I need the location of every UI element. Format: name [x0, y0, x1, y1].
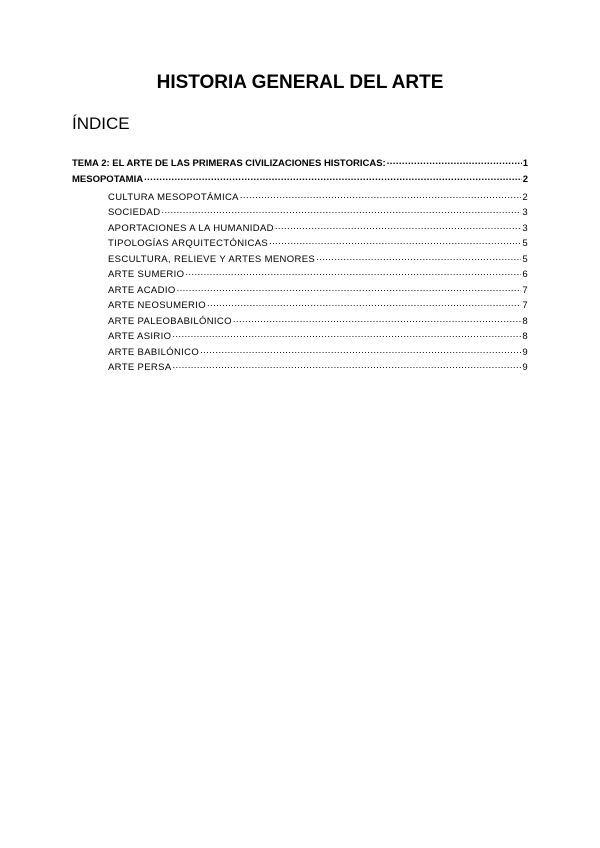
toc-heading: ÍNDICE [72, 114, 130, 133]
toc-leader-dots [275, 221, 521, 235]
toc-leader-dots [316, 252, 521, 266]
toc-entry-label: ARTE SUMERIO [108, 269, 185, 280]
toc-page-number: 6 [522, 269, 528, 280]
toc-entry-arte-paleobabilonico[interactable] [72, 314, 528, 330]
toc-page-number: 8 [522, 315, 528, 327]
toc-entry-arte-babilonico[interactable] [72, 345, 528, 361]
toc-entry-label: ARTE ACADIO [108, 284, 176, 296]
toc-leader-dots [269, 236, 521, 250]
toc-leader-dots [144, 170, 522, 188]
toc-entry-label: ARTE ASIRIO [108, 331, 172, 342]
page-title: HISTORIA GENERAL DEL ARTE [156, 72, 444, 93]
toc-leader-dots [200, 345, 521, 359]
toc-entry-arte-acadio[interactable] [72, 283, 528, 299]
toc-page-number: 7 [522, 300, 528, 311]
toc-entry-label: SOCIEDAD [108, 207, 161, 218]
toc-entry-label: ARTE NEOSUMERIO [108, 300, 206, 311]
toc-page-number: 5 [522, 253, 528, 265]
toc-leader-dots [233, 314, 522, 328]
toc-leader-dots [173, 360, 522, 374]
toc-entry-label: ESCULTURA, RELIEVE Y ARTES MENORES [108, 253, 316, 265]
toc-entry-arte-sumerio[interactable] [72, 267, 528, 283]
toc-entry-tipologias[interactable] [72, 236, 528, 252]
toc-leader-dots [177, 283, 522, 297]
toc-entry-escultura[interactable] [72, 252, 528, 268]
toc-entry-label: ARTE PERSA [108, 362, 172, 373]
toc-entry-label: CULTURA MESOPOTÁMICA [108, 191, 239, 203]
toc-entry-sociedad[interactable] [72, 205, 528, 221]
toc-leader-dots [161, 205, 521, 219]
table-of-contents [72, 159, 528, 376]
toc-page-number: 2 [522, 173, 528, 185]
toc-leader-dots [207, 298, 521, 312]
toc-entry-arte-persa[interactable] [72, 360, 528, 376]
toc-entry-label: ARTE BABILÓNICO [108, 346, 200, 358]
toc-entry-cultura-mesopotamica[interactable] [72, 190, 528, 206]
toc-entry-arte-asirio[interactable] [72, 329, 528, 345]
toc-page-number: 1 [522, 159, 528, 169]
toc-entry-label: TEMA 2: EL ARTE DE LAS PRIMERAS CIVILIZACIONES HISTÓRICAS: [72, 159, 386, 169]
toc-entry-label: ARTE PALEOBABILÓNICO [108, 315, 232, 327]
toc-page-number: 2 [522, 191, 528, 203]
toc-entry-label: TIPOLOGÍAS ARQUITECTÓNICAS [108, 238, 269, 249]
toc-page-number: 8 [522, 331, 528, 342]
toc-page-number: 3 [522, 222, 528, 234]
toc-page-number: 9 [522, 362, 528, 373]
toc-leader-dots [172, 329, 521, 343]
toc-page-number: 5 [522, 238, 528, 249]
toc-leader-dots [185, 267, 521, 281]
toc-entry-tema-2[interactable] [72, 159, 528, 170]
toc-entry-label: APORTACIONES A LA HUMANIDAD [108, 222, 274, 234]
toc-entry-label: MESOPOTAMIA [72, 173, 144, 185]
toc-leader-dots [240, 190, 521, 204]
toc-page-number: 3 [522, 207, 528, 218]
toc-entry-aportaciones[interactable] [72, 221, 528, 237]
toc-entry-mesopotamia[interactable] [72, 170, 528, 190]
toc-page-number: 9 [522, 346, 528, 358]
toc-page-number: 7 [522, 284, 528, 296]
toc-leader-dots [387, 159, 522, 168]
toc-entry-arte-neosumerio[interactable] [72, 298, 528, 314]
